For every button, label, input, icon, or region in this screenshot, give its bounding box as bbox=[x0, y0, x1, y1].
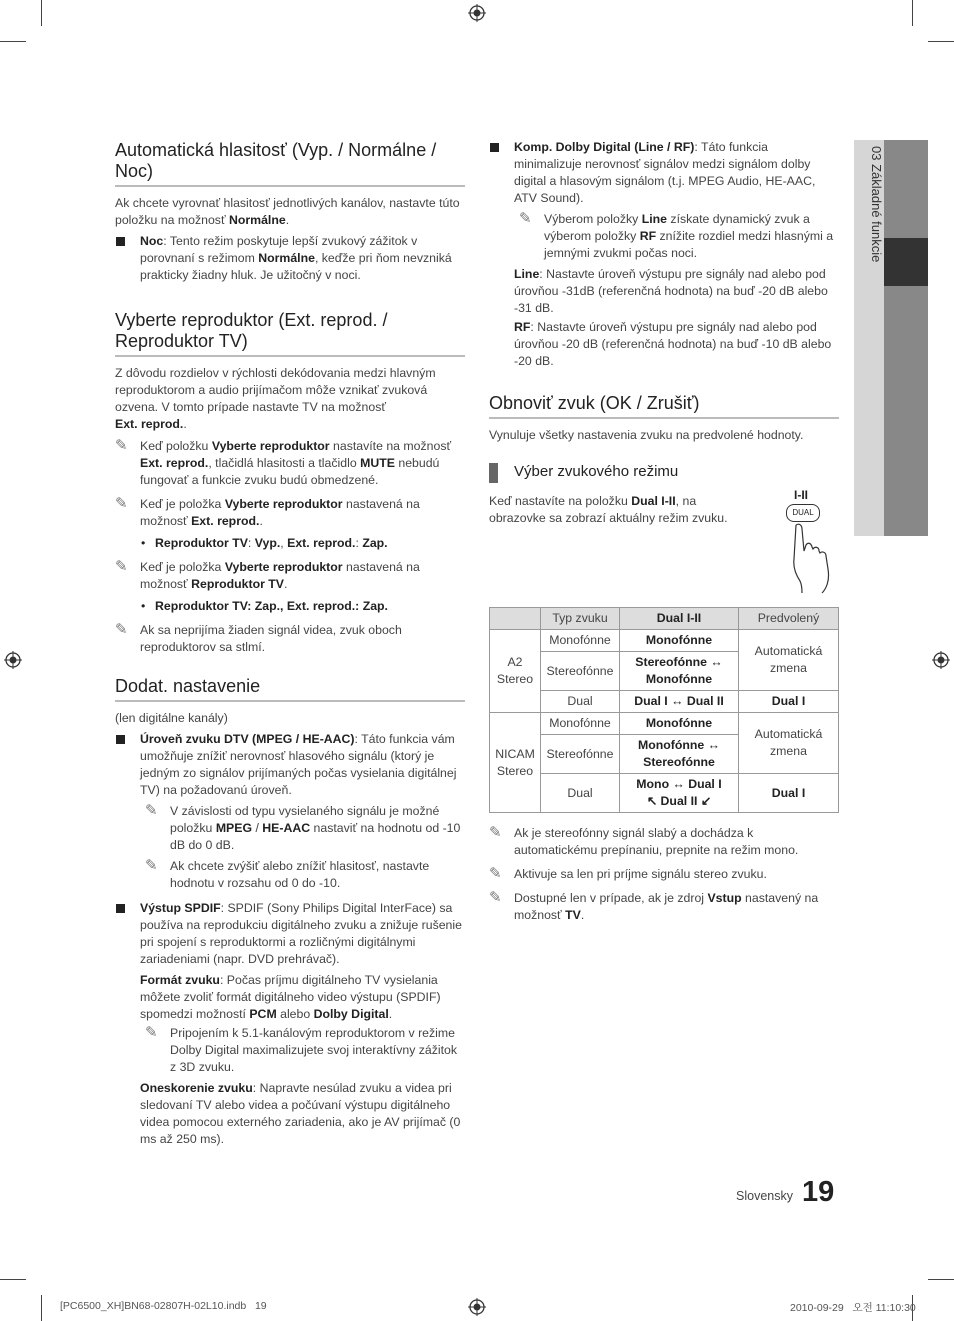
dot-item: • Reproduktor TV: Zap., Ext. reprod.: Zap. bbox=[139, 598, 465, 615]
crop-mark bbox=[928, 1279, 954, 1280]
section-title: Dodat. nastavenie bbox=[115, 676, 465, 702]
pointing-hand-icon bbox=[790, 523, 840, 595]
table-header: Dual I-II bbox=[620, 608, 739, 630]
bullet-item: Úroveň zvuku DTV (MPEG / HE-AAC): Táto funkcia vám umožňuje znížiť nerovnosť hlasového signálu (ktorý je jedným zo signálov prijímaných počas vysielania digitálnej TV) na požadovanú úroveň. bbox=[115, 731, 465, 799]
paragraph: Vynuluje všetky nastavenia zvuku na predvolené hodnoty. bbox=[489, 428, 804, 442]
crop-mark bbox=[0, 1279, 26, 1280]
note-item: ✎ Ak sa neprijíma žiaden signál videa, zvuk oboch reproduktorov sa stlmí. bbox=[115, 621, 402, 654]
registration-mark-icon bbox=[468, 1298, 486, 1316]
crop-mark bbox=[41, 1295, 42, 1321]
crop-mark bbox=[0, 41, 26, 42]
note-item: ✎ Keď je položka Vyberte reproduktor nastavená na možnosť Ext. reprod.. bbox=[115, 495, 420, 528]
print-date-info: 2010-09-29 오전 11:10:30 bbox=[790, 1302, 916, 1314]
paragraph: Formát zvuku: Počas príjmu digitálneho TV vysielania môžete zvoliť formát digitálneho video výstupu (SPDIF) spomedzi možností PCM alebo Dolby Digital. bbox=[140, 973, 441, 1021]
table-cell: Dual I ↔ Dual II bbox=[620, 691, 739, 713]
crop-mark bbox=[928, 41, 954, 42]
registration-mark-icon bbox=[4, 651, 22, 669]
note-item: ✎ Ak chcete zvýšiť alebo znížiť hlasitosť, nastavte hodnotu v rozsahu od 0 do -10. bbox=[145, 857, 430, 890]
note-pencil-icon: ✎ bbox=[115, 437, 128, 454]
table-header: Typ zvuku bbox=[541, 608, 620, 630]
chapter-tab-label: 03 Základné funkcie bbox=[869, 146, 884, 263]
table-cell: Dual bbox=[541, 691, 620, 713]
table-cell: Automatická zmena bbox=[739, 713, 839, 774]
note-item: ✎ V závislosti od typu vysielaného signálu je možné položku MPEG / HE-AAC nastaviť na hodnotu od -10 dB do 0 dB. bbox=[145, 802, 461, 852]
table-cell: Monofónne bbox=[620, 630, 739, 652]
bullet-item: Výstup SPDIF: SPDIF (Sony Philips Digital InterFace) sa používa na reprodukciu digitálneho zvuku a znižuje rušenie pri spojení s reproduktormi a rozličnými digitálnymi zariadeniami (napr. DVD prehrávač). bbox=[115, 900, 465, 968]
table-cell: Mono ↔ Dual I ↖ Dual II ↙ bbox=[620, 774, 739, 813]
table-cell: Monofónne bbox=[541, 630, 620, 652]
note-item: ✎ Ak je stereofónny signál slabý a dochádza k automatickému prepínaniu, prepnite na režim mono. bbox=[489, 824, 799, 857]
table-row bbox=[490, 691, 839, 713]
chapter-tab-bar bbox=[884, 140, 928, 536]
table-cell: Stereofónne bbox=[541, 652, 620, 691]
chapter-tab-marker bbox=[884, 238, 928, 286]
note-pencil-icon: ✎ bbox=[115, 621, 128, 638]
note-item: ✎ Aktivuje sa len pri príjme signálu stereo zvuku. bbox=[489, 865, 767, 882]
note-pencil-icon: ✎ bbox=[489, 865, 502, 882]
table-cell: Dual I bbox=[739, 774, 839, 813]
note-pencil-icon: ✎ bbox=[489, 824, 502, 841]
note-pencil-icon: ✎ bbox=[145, 857, 158, 874]
note-pencil-icon: ✎ bbox=[115, 495, 128, 512]
crop-mark bbox=[41, 0, 42, 26]
table-cell: Monofónne bbox=[620, 713, 739, 735]
remote-label: I-II bbox=[794, 488, 808, 502]
left-column bbox=[115, 140, 465, 1148]
section-title: Automatická hlasitosť (Vyp. / Normálne / Noc) bbox=[115, 140, 465, 187]
table-cell: Automatická zmena bbox=[739, 630, 839, 691]
table-cell: Dual I bbox=[739, 691, 839, 713]
dual-button: DUAL bbox=[786, 504, 820, 522]
table-cell: Dual bbox=[541, 774, 620, 813]
page-number: 19 bbox=[802, 1176, 835, 1208]
paragraph: Line: Nastavte úroveň výstupu pre signály nad alebo pod úrovňou -31dB (referenčná hodnota) na buď -20 dB alebo -31 dB. bbox=[514, 267, 828, 315]
note-item: ✎ Dostupné len v prípade, ak je zdroj Vstup nastavený na možnosť TV. bbox=[489, 889, 819, 922]
subsection-body bbox=[489, 488, 839, 613]
note-item: ✎ Výberom položky Line získate dynamický zvuk a výberom položky RF znížite rozdiel medzi hlasnými a jemnými zvukmi počas noci. bbox=[519, 210, 834, 260]
dot-item: • Reproduktor TV: Vyp., Ext. reprod.: Zap. bbox=[139, 535, 465, 552]
paragraph: Keď nastavíte na položku Dual I-II, na obrazovke sa zobrazí aktuálny režim zvuku. bbox=[489, 494, 728, 525]
remote-illustration bbox=[784, 487, 844, 597]
footer-language: Slovensky bbox=[736, 1189, 793, 1203]
registration-mark-icon bbox=[932, 651, 950, 669]
note-item: ✎ Keď je položka Vyberte reproduktor nastavená na možnosť Reproduktor TV. bbox=[115, 558, 420, 591]
table-cell: Monofónne ↔ Stereofónne bbox=[620, 735, 739, 774]
section-title: Obnoviť zvuk (OK / Zrušiť) bbox=[489, 393, 839, 419]
paragraph: RF: Nastavte úroveň výstupu pre signály nad alebo pod úrovňou -20 dB (referenčná hodnota) na buď -10 dB alebo -20 dB. bbox=[514, 320, 832, 368]
table-cell: NICAM Stereo bbox=[490, 713, 541, 813]
note-pencil-icon: ✎ bbox=[519, 210, 532, 227]
crop-mark bbox=[912, 0, 913, 26]
paragraph: Oneskorenie zvuku: Napravte nesúlad zvuku a videa pri sledovaní TV alebo videa a počúvaní výstupu digitálneho videa pomocou externého zariadenia, ako je AV prijímač (0 ms až 250 ms). bbox=[140, 1081, 461, 1146]
table-cell: Monofónne bbox=[541, 713, 620, 735]
note-item: ✎ Pripojením k 5.1-kanálovým reproduktorom v režime Dolby Digital maximalizujete svoj interaktívny zážitok z 3D zvuku. bbox=[145, 1024, 458, 1074]
table-row bbox=[490, 774, 839, 813]
print-file-info: [PC6500_XH]BN68-02807H-02L10.indb 19 bbox=[60, 1300, 267, 1312]
note-pencil-icon: ✎ bbox=[145, 802, 158, 819]
note-pencil-icon: ✎ bbox=[145, 1024, 158, 1041]
table-cell: Stereofónne ↔ Monofónne bbox=[620, 652, 739, 691]
table-cell: Stereofónne bbox=[541, 735, 620, 774]
right-column bbox=[489, 139, 839, 924]
paragraph: (len digitálne kanály) bbox=[115, 711, 228, 725]
sound-mode-table bbox=[489, 607, 839, 813]
table-header: Predvolený bbox=[739, 608, 839, 630]
note-item: ✎ Keď položku Vyberte reproduktor nastavíte na možnosť Ext. reprod., tlačidlá hlasitosti a tlačidlo MUTE nebudú fungovať a funkcie zvuku budú obmedzené. bbox=[115, 437, 452, 487]
table-cell: A2 Stereo bbox=[490, 630, 541, 713]
note-pencil-icon: ✎ bbox=[115, 558, 128, 575]
paragraph: Z dôvodu rozdielov v rýchlosti dekódovania medzi hlavným reproduktorom a audio prijímačom môže vznikať zvuková ozvena. V tomto prípade nastavte TV na možnosť Ext. reprod.. bbox=[115, 366, 436, 431]
note-pencil-icon: ✎ bbox=[489, 889, 502, 906]
section-title: Vyberte reproduktor (Ext. reprod. / Reproduktor TV) bbox=[115, 310, 465, 357]
table-row bbox=[490, 630, 839, 652]
bullet-item: Komp. Dolby Digital (Line / RF): Táto funkcia minimalizuje nerovnosť signálov medzi signálom dolby digital a hlasovým signálom (t.j. MPEG Audio, HE-AAC, ATV Sound). bbox=[489, 139, 839, 207]
bullet-item: Noc: Tento režim poskytuje lepší zvukový zážitok v porovnaní s režimom Normálne, keďže pri ňom nevzniká prakticky žiadny hluk. Je užitočný v noci. bbox=[115, 233, 465, 284]
table-row bbox=[490, 713, 839, 735]
registration-mark-icon bbox=[468, 4, 486, 22]
paragraph: Ak chcete vyrovnať hlasitosť jednotlivých kanálov, nastavte túto položku na možnosť Normálne. bbox=[115, 196, 460, 227]
subsection-title: Výber zvukového režimu bbox=[489, 463, 839, 480]
